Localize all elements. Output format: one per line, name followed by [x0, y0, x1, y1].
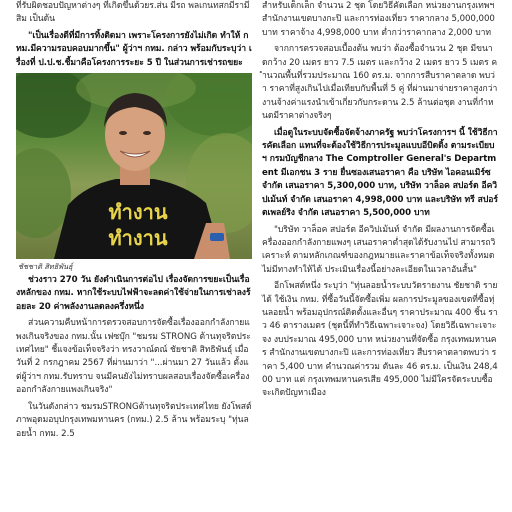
right-paragraph-3: เมื่อดูในระบบจัดซื้อจัดจ้างภาครัฐ พบว่าโครงการฯ นี้ ใช้วิธีการคัดเลือก แทนที่จะต้องใช้วิธีการประมูลแบบอีบิดดิ้ง ตามระเบียบฯ กรมบัญชีกลาง The Comptroller General's Department มีเอกชน 3 ราย ยื่นซองเสนอราคา คือ บริษัท ไอคอนเมิร์ซ จำกัด เสนอราคา 5,300,000 บาท, บริษัท วาล็อค สปอร์ต อีควิปเม้นท์ จำกัด เสนอราคา 4,998,000 บาท และบริษัท ทรี สปอร์ตเพลย์ริง จำกัด เสนอราคา 5,500,000 บาท	[262, 127, 498, 219]
left-column	[16, 0, 252, 444]
right-paragraph-5: อีกโพสต์หนึ่ง ระบุว่า "ทุ่นลอยน้ำระบบวัดรายงาน ชัยชาติ รายได้ ใช้เงิน กทม. ที่ซื้อวันนี้จัดซื้อเพิ่ม ผลการประมูลของเขตที่ซื้อทุ่นลอยน้ำ พร้อมอุปกรณ์ติดตั้งและอื่นๆ ราคาประมาณ 400 ชิ้น ราว 46 ตารางเมตร (ชุดนี้ที่ทำวิธีเฉพาะเจาะจง) โดยวิธีเฉพาะเจาะจง งบประมาณ 495,000 บาท หน่วยงานที่จัดซื้อ กรุงเทพมหานคร สำนักงานเขตบางกะปิ และการท่องเที่ยว สืบราคาตลาดพบว่า ราคา 5,400 บาท คำนวณค่ารวม ตันละ 46 ตร.ม. เป็นเงิน 248,400 บาท แต่ กรุงเทพมหานครเสีย 495,000 ไม่มีใครจัดระบบซื้อ จะเกิดปัญหาเมือง	[262, 281, 498, 399]
left-paragraph-4: ส่วนความคืบหน้าการตรวจสอบการจัดซื้อเรื่องออกกำลังกายแพงเกินจริงของ กทม.นั้น เฟซบุ๊ก "ชมรม STRONG ต้านทุจริตประเทศไทย" ชี้แจงข้อเท็จจริงว่า ทรงวาณ์ตณ์ ชัยชาติ สิทธิพันธุ์ เมื่อวันที่ 2 กรกฎาคม 2567 ที่ผ่านมาว่า "...ผ่านมา 27 วันแล้ว ตั้งแต่ผู้ว่าฯ กทม.รับทราบ จนมีคนยังไม่ทราบผลสอบเรื่องจัดซื้อเครื่องออกกำลังกายแพงเกินจริง"	[16, 318, 251, 396]
right-column	[262, 0, 498, 404]
portrait-photo	[16, 73, 252, 259]
right-paragraph-4: "บริษัท วาล็อค สปอร์ต อีควิปเม้นท์ จำกัด มีผลงานการจัดซื้อเครื่องออกกำลังกายแพงๆ เสนอราคาต่ำสุดได้รับงานไป สามารถวิเคราะห์ ตามหลักเกณฑ์ของกฎหมายและราคาข้อเท็จจริงทั้งหมด ไม่มีทางทำให้ได้ ประเมินเรื่องนี้อย่างละเอียดในเวลาอันสั้น"	[262, 224, 496, 275]
left-paragraph-3: ช่วงราว 270 วัน ยังดำเนินการต่อไป เรื่องจัดการขยะเป็นเรื่องหลักของ กทม. หากใช้ระบบไฟฟ้าจะลดค่าใช้จ่ายในการเช่าลงร้อยละ 20 ค่าพลังงานลดลงครึ่งหนึ่ง	[16, 275, 251, 312]
photo-caption: ชัชชาติ สิทธิพันธุ์	[18, 262, 73, 272]
portrait-illustration	[16, 73, 252, 259]
right-paragraph-1: สำหรับเด็กเล็ก จำนวน 2 ชุด โดยวิธีคัดเลือก หน่วยงานกรุงเทพฯ สำนักงานเขตบางกะปิ และการท่องเที่ยว ราคากลาง 5,000,000 บาท ราคาจ้าง 4,998,000 บาท ต่ำกว่าราคากลาง 2,000 บาท	[262, 1, 495, 38]
left-paragraph-1: ที่รับผิดชอบปัญหาต่างๆ ที่เกิดขึ้นด้วยร.ส่น มีรถ พลเกนทสกมีรามีสิม เป็นด้น	[16, 1, 250, 25]
left-paragraph-5: ในวันดังกล่าว ชมรมSTRONGต้านทุจริตประเทศไทย ยังโพสต์ภาพอุดมอบุปกรุงเทพมหานคร (กทม.) 2.5 ล้าน พร้อมระบุ "ทุ่นลอยน้ำ กทม. 2.5	[16, 401, 252, 439]
right-paragraph-2: จากการตรวจสอบเบื้องต้น พบว่า ต้องซื้อจำนวน 2 ชุด มีขนาดกว้าง 20 เมตร ยาว 7.5 เมตร และกว้าง 2 เมตร ยาว 5 เมตร คำนวณพื้นที่รวมประมาณ 160 ตร.ม. จากการสืบราคาตลาด พบว่า ราคาที่สูงเกินไปเมื่อเทียบกับพื้นที่ 5 คู่ ที่ผ่านมาจ่ายราคาสูงกว่างานจ้างค่าแรงนำเข้าเกี่ยวกับกระดาน 2.5 ล้านต่อชุด งานที่กำหนดมีราคาต่างจริงๆ	[262, 44, 498, 122]
left-paragraph-2: "เป็นเรื่องดีที่มีการทิ้งติดมา เพราะโครงการยังไม่เกิด ทำให้ กทม.มีความรอบคอบมากขึ้น" ผู้ว่าฯ กทม. กล่าว พร้อมกับระบุว่า เรื่องที่ ป.ป.ช.ชี้มาคือโครงการระยะ 5 ปี ในส่วนการเช่ารถขยะ	[16, 30, 252, 68]
shirt-text-1: ทำงาน	[108, 200, 168, 225]
shirt-text-2: ทำงาน	[108, 226, 168, 251]
